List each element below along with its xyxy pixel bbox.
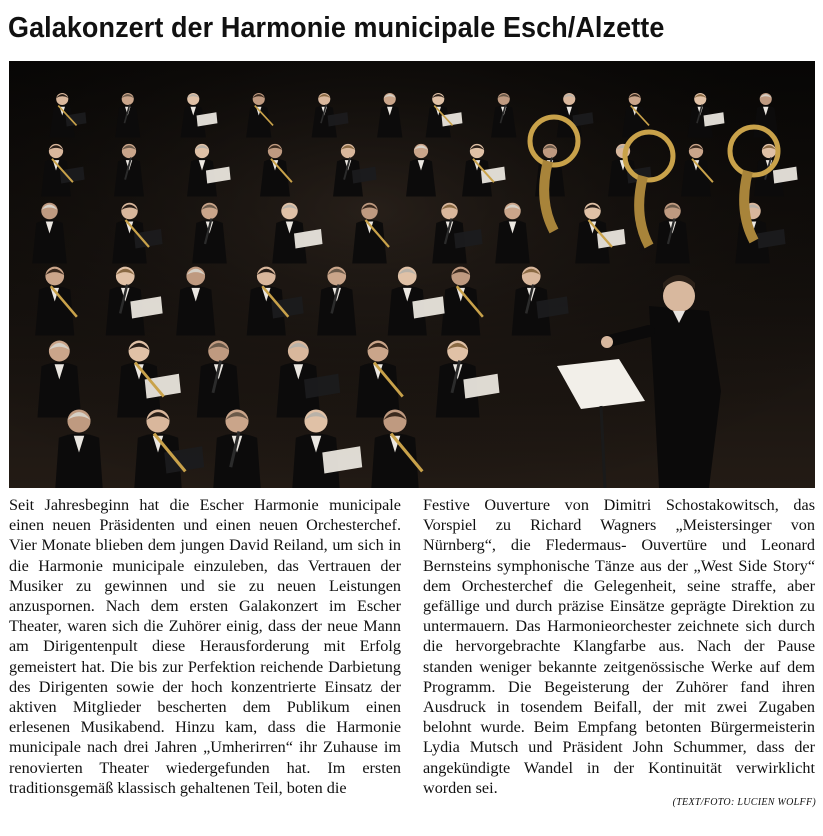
- orchestra-illustration: [9, 61, 815, 488]
- article-headline: Galakonzert der Harmonie municipale Esch/Alzette: [8, 12, 665, 44]
- concert-photo: [9, 61, 815, 488]
- article-column-right: Festive Ouverture von Dimitri Schostakowitsch, das Vorspiel zu Richard Wagners „Meistersinger von Nürnberg“, die Fledermaus- Ouvertüre und Leonard Bernsteins symphonische Tänze aus der „West Side Story“ dem Orchesterchef die Gelegenheit, seine straffe, aber gefällige und durch präzise Einsätze geprägte Direktion zu untermauern. Das Harmonieorchester zeichnete sich durch die hervorgebrachte Klangfarbe aus. Nach der Pause standen weniger bekannte zeitgenössische Werke auf dem Programm. Die Begeisterung der Zuhörer fand ihren Ausdruck in tosendem Beifall, der mit zwei Zugaben belohnt wurde. Beim Empfang betonten Bürgermeisterin Lydia Mutsch und Präsident John Schummer, dass der angekündigte Wandel in der Kontinuität verwirklicht worden sei.: [423, 496, 815, 797]
- article-column-left: Seit Jahresbeginn hat die Escher Harmonie municipale einen neuen Präsidenten und einen neuen Orchesterchef. Vier Monate blieben dem jungen David Reiland, um sich in die Harmonie municipale einzuleben, das Vertrauen der Musiker zu gewinnen und sie zu neuen Leistungen anzuspornen. Nach dem ersten Galakonzert im Escher Theater, waren sich die Zuhörer einig, dass der neue Mann am Dirigentenpult diese Herausforderung mit Erfolg gemeistert hat. Die bis zur Perfektion reichende Darbietung des Dirigenten sowie der hoch konzentrierte Einsatz der aktiven Mitglieder bescherten dem Publikum einen erlesenen Musikabend. Hinzu kam, dass die Harmonie municipale nach drei Jahren „Umherirren“ ihr Zuhause im renovierten Theater wiedergefunden hat. Im ersten traditionsgemäß klassisch gehaltenen Teil, boten die: [9, 496, 401, 797]
- photo-credit: (TEXT/FOTO: LUCIEN WOLFF): [672, 797, 816, 808]
